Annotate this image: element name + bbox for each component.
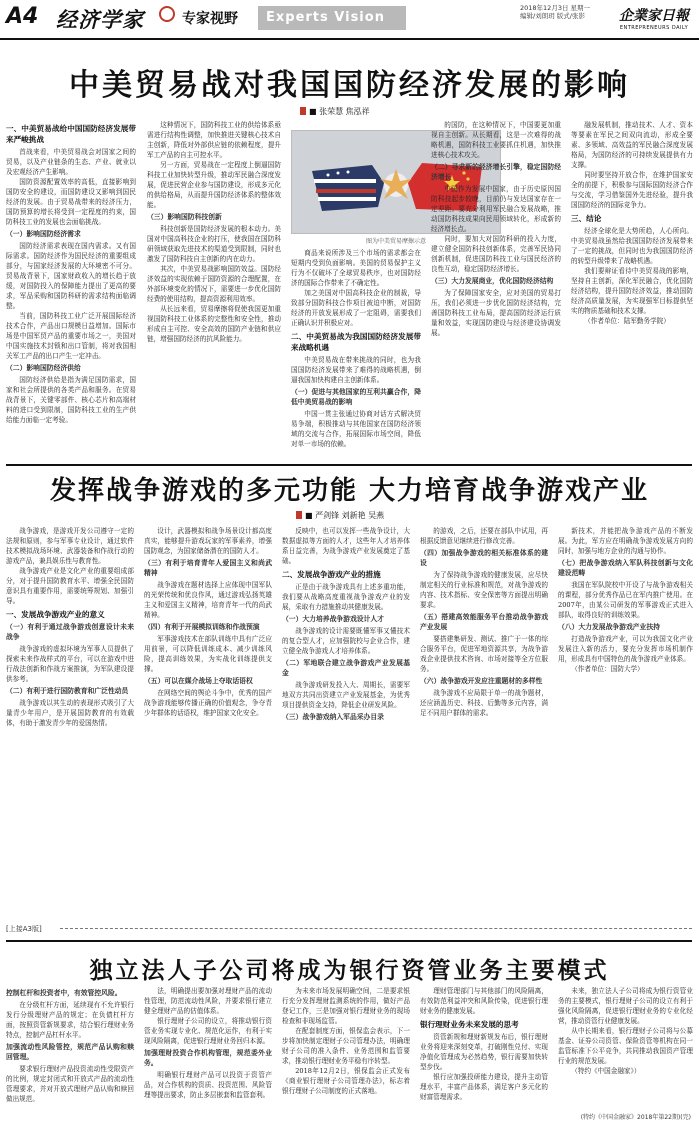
date-line: 2018年12月3日 星期一 bbox=[520, 4, 591, 12]
article1-col4 bbox=[431, 120, 561, 460]
section-heading: 二、中美贸易战为我国国防经济发展带来战略机遇 bbox=[291, 332, 421, 352]
body-paragraph: 在网络空间的舆论斗争中，优秀的国产战争游戏能够传播正确的价值观念，争夺青少年群体的话语权，维护国家文化安全。 bbox=[144, 689, 272, 717]
subsection-heading: （二）军地联合建立战争游戏产业发展基金 bbox=[282, 659, 410, 677]
body-paragraph: 战争游戏不应局限于单一的战争题材，还应涵盖历史、科技、后勤等多元内容，满足不同用户群体的需求。 bbox=[420, 689, 548, 717]
subsection-heading: （六）战争游戏开发应注重题材的多样性 bbox=[420, 677, 543, 685]
masthead bbox=[0, 0, 699, 40]
body-paragraph: 从长远来看，贸易摩擦将促使我国更加重视国防科技工业体系的完整性和安全性，推动形成自主可控、安全高效的国防产业链和供应链，增强国防经济的抗风险能力。 bbox=[147, 305, 281, 343]
subsection-heading: （五）搭建高效能服务平台推动战争游戏产业发展 bbox=[420, 613, 548, 631]
article1-col1 bbox=[6, 120, 136, 460]
editor-line: 编辑/刘朗玥 版式/张影 bbox=[520, 12, 585, 20]
article2-col4 bbox=[420, 526, 548, 916]
article2-col5 bbox=[558, 526, 693, 916]
body-paragraph: 同时，要加大对国防科研的投入力度，建立健全国防科技创新体系，完善军民协同创新机制，促进国防科技工业与国民经济的良性互动，稳定国防经济增长。 bbox=[431, 235, 561, 273]
article3-credit: (特约《中国金融家》2018年第22期)(完) bbox=[580, 1114, 691, 1121]
body-paragraph: 为了保持战争游戏的健康发展，应尽快制定相关的行业标准和规范，对战争游戏的内容、技术指标、安全保密等方面提出明确要求。 bbox=[420, 571, 548, 609]
body-paragraph: 的国防，在这种情况下，中国要更加重视自主创新。从长期看，这是一次难得的战略机遇，国防科技工业要抓住机遇，加快推进核心技术攻关。 bbox=[431, 121, 561, 159]
body-paragraph: 战争游戏，是游戏开发公司遵守一定的法规和原则，参与军事专业设计，通过软件技术模拟战场环境、武器装备和作战行动的游戏产品，兼具娱乐性与教育性。 bbox=[6, 527, 134, 565]
section-title-en: Experts Vision bbox=[258, 6, 406, 30]
article-divider bbox=[6, 940, 692, 942]
article1-col5 bbox=[571, 120, 693, 460]
section-dot-icon bbox=[159, 6, 175, 22]
us-flag-fist-icon bbox=[312, 165, 384, 211]
body-paragraph: （作者单位：陆军勤务学院） bbox=[584, 317, 670, 325]
subsection-heading: （二）寻求新的经济增长引擎，稳定国防经济增长 bbox=[431, 163, 561, 181]
article1-byline-text: ■ 张荣慧 焦泓祥 bbox=[309, 107, 370, 116]
subsection-heading: （一）大力培养战争游戏设计人才 bbox=[282, 615, 384, 623]
article2-title: 发挥战争游戏的多元功能 大力培育战争游戏产业 bbox=[49, 476, 650, 506]
body-paragraph: 正是由于战争游戏具有上述多重功能，我们要从战略高度重视战争游戏产业的发展，采取有力措施推动其健康发展。 bbox=[282, 583, 410, 611]
article2-col1 bbox=[6, 526, 134, 916]
article3-col5 bbox=[558, 986, 693, 1110]
body-paragraph: 为了保障国家安全，应对美国的贸易打压，我们必须进一步优化国防经济结构，完善国防科技工业布局，提高国防经济运行质量和效益，实现国防建设与经济建设协调发展。 bbox=[431, 289, 561, 337]
body-paragraph: 商品来说所涉及三个市场的需求都会在短期内受到负面影响。美国的贸易保护主义行为不仅破坏了全球贸易秩序，也对国防经济的国际合作带来了不确定性。 bbox=[291, 249, 421, 287]
body-paragraph: 要搭建集研发、测试、推广于一体的综合服务平台，促进军地资源共享，为战争游戏企业提供技术咨询、市场对接等全方位服务。 bbox=[420, 635, 548, 673]
body-paragraph: 同时要坚持开放合作，在维护国家安全的前提下，积极参与国际国防经济合作与交流，学习借鉴国外先进经验，提升我国国防经济的国际竞争力。 bbox=[571, 171, 693, 209]
section-heading: 一、中美贸易战给中国国防经济发展带来严峻挑战 bbox=[6, 124, 136, 144]
body-paragraph: 明确银行理财产品可以投资于资管产品，对合作机构的资质、投资范围、风险管理等提出要求，防止多层嵌套和监管套利。 bbox=[144, 1071, 272, 1099]
body-paragraph: 经济全球化是大势所趋，人心所向。中美贸易战虽然给我国国防经济发展带来了一定的挑战，但同时也为我国国防经济的转型升级带来了战略机遇。 bbox=[571, 227, 693, 265]
body-paragraph: 军事游戏技术在部队训练中具有广泛应用前景，可以降低训练成本、减少训练风险，提高训练效果，为实战化训练提供支撑。 bbox=[144, 635, 272, 673]
body-paragraph: 法，明确提出要加强对理财产品的流动性管理，防范流动性风险，并要求银行建立健全理财产品的估值体系。 bbox=[144, 987, 272, 1015]
body-paragraph: 战争游戏以其生动的表现形式吸引了大量青少年用户，是开展国防教育的有效载体，有助于激发青少年的爱国热情。 bbox=[6, 699, 134, 727]
photo-caption: 图为中美贸易摩擦示意 bbox=[365, 238, 426, 245]
article1-col3 bbox=[291, 248, 421, 460]
section-heading: 二、发展战争游戏产业的措施 bbox=[282, 570, 381, 579]
body-paragraph: 中国一贯主张通过协商对话方式解决贸易争端，积极推动与其他国家在国防经济领域的交流与合作，拓展国际市场空间，降低对单一市场的依赖。 bbox=[291, 410, 421, 448]
article3-col1 bbox=[6, 986, 134, 1110]
subsection-heading: （八）大力发展战争游戏产业扶持 bbox=[558, 623, 660, 631]
body-paragraph: 这种情况下，国防科技工业的供给体系亟需进行结构性调整，加快推进关键核心技术自主创新，降低对外部供应链的依赖程度，提升军工产品的自主可控水平。 bbox=[147, 121, 281, 159]
article1-title: 中美贸易战对我国国防经济发展的影响 bbox=[69, 68, 630, 103]
subsection-heading: （四）有利于开展模拟训练和作战预演 bbox=[144, 623, 260, 631]
section-title: 专家视野 bbox=[182, 11, 238, 27]
subsection-heading: 控制杠杆和投资者中，有效管控风险。 bbox=[6, 989, 122, 997]
article-divider bbox=[6, 464, 692, 466]
newspaper-brand bbox=[612, 5, 696, 31]
body-paragraph: 战争游戏在题材选择上应体现中国军队的光荣传统和优良作风，通过游戏弘扬英雄主义和爱国主义精神，培育青年一代的尚武精神。 bbox=[144, 581, 272, 619]
body-paragraph: 设计，武器模拟和战争场景设计都高度真实，能够提升游戏玩家的军事素养，增强国防观念，为国家储备潜在的国防人才。 bbox=[144, 527, 272, 555]
body-paragraph: 2018年12月2日，银保监会正式发布《商业银行理财子公司管理办法》，标志着银行理财子公司制度的正式落地。 bbox=[282, 1067, 410, 1095]
brand-cn: 企業家日報 bbox=[619, 8, 689, 24]
body-paragraph: 战争游戏的虚拟环境为军事人员提供了探索未来作战样式的平台，可以在游戏中进行战法创新和作战方案推演，为军队建设提供参考。 bbox=[6, 645, 134, 683]
body-paragraph: 理财管理部门与其他部门的风险隔离，有效防范利益冲突和风险传染，促进银行理财业务的健康发展。 bbox=[420, 987, 548, 1015]
section-heading: 一、发展战争游戏产业的意义 bbox=[6, 610, 105, 619]
body-paragraph: 科技创新是国防经济发展的根本动力。美国对中国高科技企业的打压，使我国在国防科研领域获取先进技术的渠道受到限制，同时也激发了国防科技自主创新的内在动力。 bbox=[147, 225, 281, 263]
jump-divider bbox=[60, 928, 692, 929]
body-paragraph: （作者单位：国防大学） bbox=[571, 665, 644, 673]
body-paragraph: 我们要辩证看待中美贸易战的影响，坚持自主创新，深化军民融合，优化国防经济结构，提升国防经济效益，推动国防经济高质量发展，为实现强军目标提供坚实的物质基础和技术支撑。 bbox=[571, 267, 693, 315]
body-paragraph: 加之美国对中国高科技企业的制裁，导致部分国防科技合作项目被迫中断，对国防经济的开放发展形成了一定阻碍，需要我们正确认识并积极应对。 bbox=[291, 289, 421, 327]
body-paragraph: 战争游戏产业是文化产业的重要组成部分，对于提升国防教育水平、增强全民国防意识具有重要作用，需要统筹规划、加强引导。 bbox=[6, 567, 134, 605]
subsection-heading: （四）加强战争游戏的相关标准体系的建设 bbox=[420, 549, 548, 567]
byline-bar-icon bbox=[300, 107, 306, 115]
body-paragraph: 其次，中美贸易战影响国防效益。国防经济效益的实现依赖于国防资源的合理配置，在外部环境变化的情况下，需要进一步优化国防经费的使用结构，提高资源利用效率。 bbox=[147, 265, 281, 303]
page-number: A4 bbox=[6, 4, 39, 29]
subsection-heading: （三）战争游戏纳入军品采办目录 bbox=[282, 713, 384, 721]
jump-label: [上接A3版] bbox=[6, 925, 42, 933]
body-paragraph: 银行理财子公司的设立，将推动银行资管业务实现专业化、规范化运作，有利于实现风险隔离，促进银行理财业务回归本源。 bbox=[144, 1017, 272, 1045]
article2-byline bbox=[296, 510, 384, 521]
body-paragraph: 未来，独立法人子公司将成为银行资管业务的主要模式，银行理财子公司的设立有利于强化风险隔离，促进银行理财业务的专业化经营，推动资管行业健康发展。 bbox=[558, 987, 693, 1025]
body-paragraph: 在配套制度方面，银保监会表示，下一步将加快制定理财子公司管理办法，明确理财子公司的准入条件、业务范围和监管要求，推动银行理财业务平稳有序转型。 bbox=[282, 1027, 410, 1065]
body-paragraph: 战争游戏研发投入大、周期长，需要军地双方共同出资建立产业发展基金，为优秀项目提供资金支持，降低企业研发风险。 bbox=[282, 681, 410, 709]
article3-col3 bbox=[282, 986, 410, 1110]
subsection-heading: （二）有利于进行国防教育和广泛性动员 bbox=[6, 687, 129, 695]
section-heading: 银行理财业务未来发展的思考 bbox=[420, 1020, 519, 1029]
article2-col2 bbox=[144, 526, 272, 916]
body-paragraph: 的游戏，之后，还要在部队中试用，再根据反馈意见继续进行修改完善。 bbox=[420, 527, 548, 545]
body-paragraph: 国防经济供给是指为满足国防需求，国家和社会所提供的各类产品和服务。在贸易战背景下，关键零部件、核心芯片和高端材料的进口受到限制，国防科技工业的生产供给能力面临一定考验。 bbox=[6, 376, 136, 424]
article2-col3 bbox=[282, 526, 410, 916]
article3-title: 独立法人子公司将成为银行资管业务主要模式 bbox=[89, 957, 610, 984]
body-paragraph: 国防经济需求表现在国内需求。又有国际需求。国防经济作为国民经济的重要组成部分，与国家经济发展的大环境密不可分。贸易战背景下，国家财政收入的增长趋于放缓，对国防投入的保障能力提出了更高的要求，军品采购和国防科研的需求结构面临调整。 bbox=[6, 242, 136, 310]
section-logo: 经济学家 bbox=[56, 7, 144, 32]
body-paragraph: 要求银行理财产品投资流动性受限资产的比例，规定封闭式和开放式产品的流动性管理要求，并对开放式理财产品认购和赎回做出规范。 bbox=[6, 1065, 134, 1103]
body-paragraph: 首战来看，中美贸易战会对国家之间的贸易，以及产业链条的生态、产业、就业以及宏观经济产生影响。 bbox=[6, 148, 136, 176]
subsection-heading: （五）可以在媒介战场上夺取话语权 bbox=[144, 677, 253, 685]
byline-bar-icon bbox=[296, 511, 302, 519]
brand-en: ENTREPRENEURS DAILY bbox=[619, 25, 689, 31]
body-paragraph: 从中长期来看，银行理财子公司将与公募基金、证券公司资管、保险资管等机构在同一监管标准下公平竞争，共同推动我国资产管理行业的规范发展。 bbox=[558, 1027, 693, 1065]
subsection-heading: （一）影响国防经济需求 bbox=[6, 230, 81, 238]
body-paragraph: 反映中，也可以发挥一些战争设计，大数据虚拟等方面的人才，这些年人才培养体系日益完善，为战争游戏产业发展奠定了基础。 bbox=[282, 527, 410, 565]
subsection-heading: （一）有利于通过战争游戏创意设计未来战争 bbox=[6, 623, 134, 641]
body-paragraph: 中美贸易战在带来挑战的同时，也为我国国防经济发展带来了难得的战略机遇，倒逼我国加快构建自主创新体系。 bbox=[291, 356, 421, 384]
body-paragraph: 资管新规和理财新规发布后，银行理财业务将迎来深刻变革，打破刚性兑付、实现净值化管理成为必然趋势，银行需要加快转型步伐。 bbox=[420, 1033, 548, 1071]
article2-byline-text: ■ 严剑锋 刘新艳 吴燕 bbox=[305, 511, 385, 520]
section-heading: 三、结论 bbox=[571, 214, 602, 223]
body-paragraph: 另一方面，贸易战在一定程度上倒逼国防科技工业加快转型升级，推动军民融合深度发展，促进民营企业参与国防建设，形成多元化的供给格局，从而提升国防经济体系的整体效能。 bbox=[147, 161, 281, 209]
subsection-heading: （二）影响国防经济供给 bbox=[6, 364, 81, 372]
body-paragraph: 为未来市场发展明确空间，二是要求银行充分发挥理财监测系统的作用，做好产品登记工作，三是加强对银行理财业务的现场检查和非现场监管。 bbox=[282, 987, 410, 1025]
subsection-heading: 加强理财投资合作机构管理，规范委外业务。 bbox=[144, 1049, 272, 1067]
subsection-heading: （三）大力发展商业，优化国防经济结构 bbox=[431, 277, 554, 285]
subsection-heading: （三）影响国防科技创新 bbox=[147, 213, 222, 221]
article1-col2 bbox=[147, 120, 281, 460]
body-paragraph: 战争游戏的设计需要既懂军事又懂技术的复合型人才，应加强院校与企业合作，建立健全战争游戏人才培养体系。 bbox=[282, 627, 410, 655]
body-paragraph: 银行应加强投研能力建设，提升主动管理水平，丰富产品体系，满足客户多元化的财富管理需求。 bbox=[420, 1073, 548, 1101]
subsection-heading: （三）有利于培育青年人爱国主义和尚武精神 bbox=[144, 559, 272, 577]
body-paragraph: 打造战争游戏产业，可以为我国文化产业发展注入新的活力，要充分发挥市场机制作用，形成具有中国特色的战争游戏产业体系。 bbox=[558, 635, 693, 663]
article1-byline bbox=[300, 106, 370, 117]
subsection-heading: （七）把战争游戏纳入军队科技创新与文化建设范畴 bbox=[558, 559, 693, 577]
body-paragraph: 国防资源配置效率的高低，直接影响到国防安全的建设，而国防建设又影响到国民经济的发展。由于贸易战带来的经济压力，国防预算的增长将受到一定程度的约束，国防科技工业的发展也会面临挑战。 bbox=[6, 178, 136, 226]
body-paragraph: 在分级杠杆方面，延续现有不允许银行发行分级理财产品的规定；在负债杠杆方面，按照资管新规要求，结合银行理财业务特点，控制产品杠杆水平。 bbox=[6, 1001, 134, 1039]
subsection-heading: （一）促进与其他国家的互利共赢合作，降低中美贸易战的影响 bbox=[291, 388, 421, 406]
subsection-heading: 加强流动性风险管控，规范产品认购和赎回管理。 bbox=[6, 1043, 134, 1061]
body-paragraph: 融发展机制，推动技术、人才、资本等要素在军民之间双向流动，形成全要素、多领域、高效益的军民融合深度发展格局，为国防经济的可持续发展提供有力支撑。 bbox=[571, 121, 693, 169]
body-paragraph: （特约《中国金融家》） bbox=[571, 1067, 641, 1075]
body-paragraph: 我国在军队院校中开设了与战争游戏相关的课程，部分优秀作品已在军内推广使用。在2007年，由某公司研发的军事游戏正式进入部队，取得良好的训练效果。 bbox=[558, 581, 693, 619]
body-paragraph: 中国作为发展中国家，由于历史原因国防科技起步较晚，目前仍与发达国家存在一定差距。要充分利用军民融合发展战略，推动国防科技成果向民用领域转化，形成新的经济增长点。 bbox=[431, 185, 561, 233]
body-paragraph: 新技术，并能把战争游戏产品的不断发展。为此，军方应在明确战争游戏发展方向的同时，加强与地方企业的沟通与协作。 bbox=[558, 527, 693, 555]
body-paragraph: 当前，国防科技工业广泛开展国际经济技术合作，产品出口规模日益增加。国际市场是中国军贸产品的重要市场之一，美国对中国实施技术封锁和出口管制，将对我国相关军工产品的出口产生一定冲击。 bbox=[6, 312, 136, 360]
article3-col4 bbox=[420, 986, 548, 1110]
article3-col2 bbox=[144, 986, 272, 1110]
